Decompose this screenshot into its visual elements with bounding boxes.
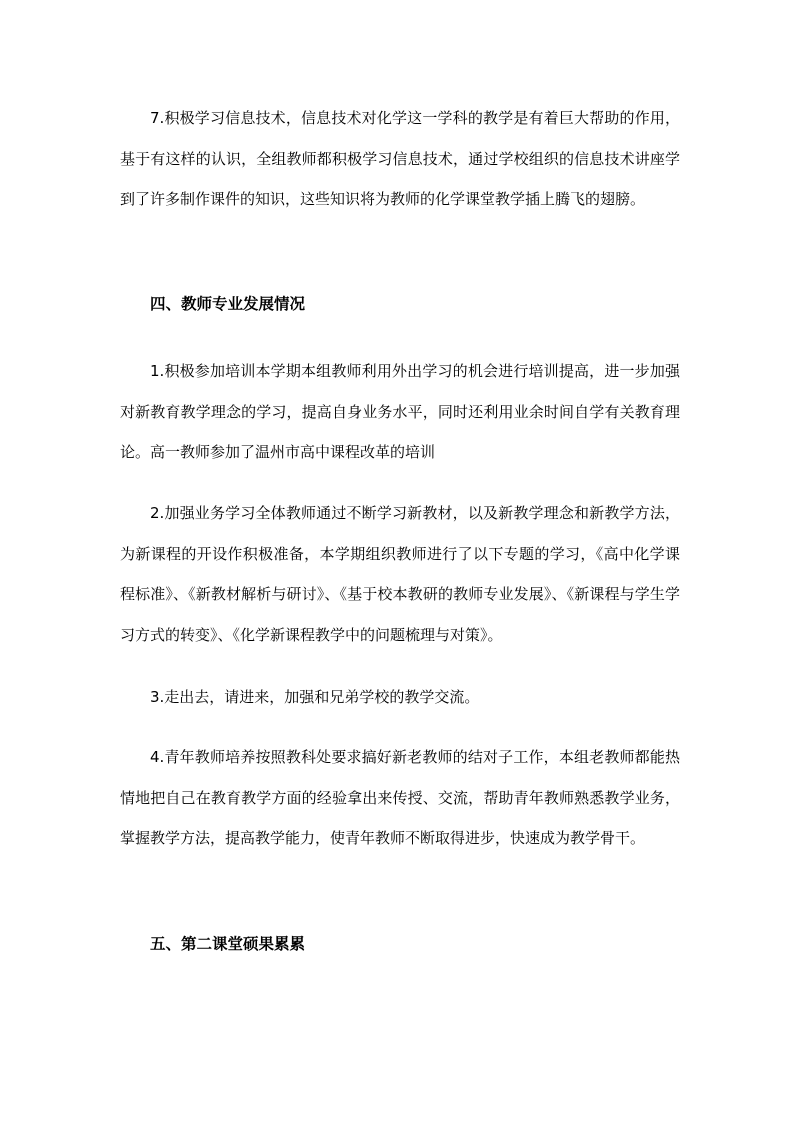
section-heading-second-classroom: 五、第二课堂硕果累累 [150,935,306,953]
paragraph-professional-study: 2.加强业务学习全体教师通过不断学习新教材，以及新教学理念和新教学方法，为新课程的开设作积极准备，本学期组织教师进行了以下专题的学习，《高中化学课程标准》、《新教材解析与研讨》、《基于校本教研的教师专业发展》、《新课程与学生学习方式的转变》、《化学新课程教学中的问题梳理与对策》。 [120,504,680,644]
section-heading-teacher-development: 四、教师专业发展情况 [150,295,306,313]
paragraph-training: 1.积极参加培训本学期本组教师利用外出学习的机会进行培训提高，进一步加强对新教育教学理念的学习，提高自身业务水平，同时还利用业余时间自学有关教育理论。高一教师参加了温州市高中课程改革的培训 [120,362,680,461]
paragraph-information-technology: 7.积极学习信息技术，信息技术对化学这一学科的教学是有着巨大帮助的作用，基于有这样的认识，全组教师都积极学习信息技术，通过学校组织的信息技术讲座学到了许多制作课件的知识，这些知识将为教师的化学课堂教学插上腾飞的翅膀。 [120,109,680,208]
paragraph-young-teacher-training: 4.青年教师培养按照教科处要求搞好新老教师的结对子工作，本组老教师都能热情地把自己在教育教学方面的经验拿出来传授、交流，帮助青年教师熟悉教学业务，掌握教学方法，提高教学能力，使青年教师不断取得进步，快速成为教学骨干。 [120,748,680,847]
paragraph-school-exchange: 3.走出去，请进来，加强和兄弟学校的教学交流。 [150,688,480,706]
